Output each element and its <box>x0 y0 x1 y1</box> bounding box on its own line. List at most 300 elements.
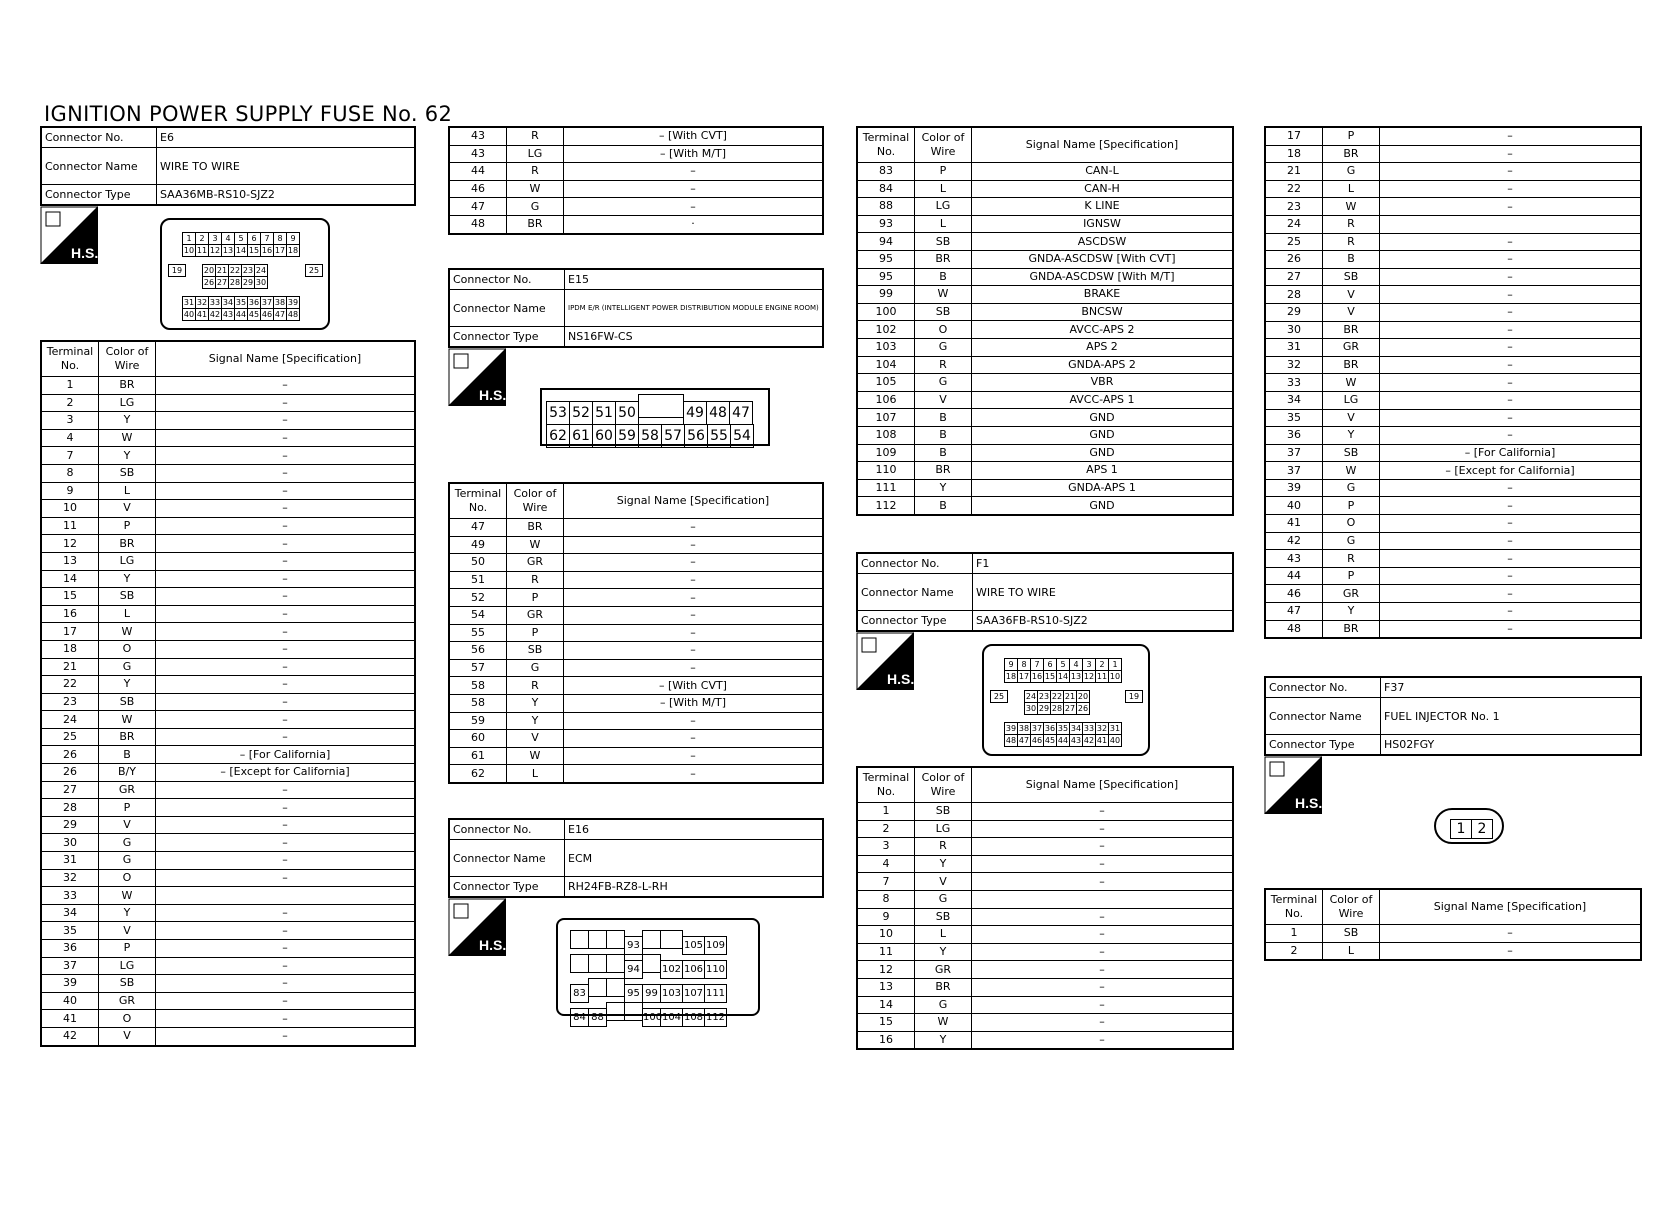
wire-color: B <box>915 268 972 286</box>
table-row <box>41 640 415 658</box>
signal-name: – <box>1380 180 1642 198</box>
pin-label: 34 <box>222 298 234 307</box>
signal-name: – <box>156 658 416 676</box>
terminal-no: 105 <box>857 374 915 392</box>
terminal-no: 36 <box>41 940 99 958</box>
pin-label <box>588 978 607 997</box>
table-row <box>857 838 1233 856</box>
terminal-no: 52 <box>449 589 507 607</box>
pin-label: 34 <box>1070 724 1082 733</box>
terminal-no: 110 <box>857 462 915 480</box>
pin-label: 24 <box>1025 692 1037 701</box>
terminal-no: 33 <box>41 887 99 905</box>
wire-color: BR <box>915 250 972 268</box>
pin-label: 61 <box>569 424 593 448</box>
table-row <box>857 268 1233 286</box>
table-row <box>449 712 823 730</box>
wire-color: L <box>915 215 972 233</box>
signal-name: – <box>1380 233 1642 251</box>
table-row <box>449 624 823 642</box>
pin-label: 31 <box>183 298 195 307</box>
terminal-no: 3 <box>41 412 99 430</box>
table-row <box>449 606 823 624</box>
signal-name: – <box>1380 497 1642 515</box>
signal-name: – <box>564 642 824 660</box>
terminal-no: 31 <box>41 852 99 870</box>
header-color-of-wire: Color of Wire <box>1323 889 1380 925</box>
signal-name: – <box>156 1010 416 1028</box>
wire-color: O <box>99 869 156 887</box>
f1-terminal-table <box>856 766 1234 1050</box>
pin-label: 51 <box>592 401 616 425</box>
wire-color: Y <box>99 676 156 694</box>
f37-terminal-table <box>1264 888 1642 961</box>
pin-label: 35 <box>235 298 247 307</box>
wire-color: L <box>99 605 156 623</box>
terminal-no: 41 <box>41 1010 99 1028</box>
signal-name: ASCDSW <box>972 233 1234 251</box>
pin-label <box>606 978 625 997</box>
pin-label: 22 <box>229 266 241 275</box>
pin-label: 37 <box>261 298 273 307</box>
wire-color: V <box>99 816 156 834</box>
table-row <box>857 180 1233 198</box>
signal-name: – <box>564 624 824 642</box>
wire-color: L <box>99 482 156 500</box>
label-connector-name: Connector Name <box>41 148 157 185</box>
signal-name: GND <box>972 409 1234 427</box>
signal-name: – <box>156 904 416 922</box>
pin-label: 100 <box>642 1008 661 1027</box>
terminal-no: 18 <box>41 640 99 658</box>
table-row <box>1265 303 1641 321</box>
table-row <box>857 926 1233 944</box>
f1-name: WIRE TO WIRE <box>973 574 1234 611</box>
pin-label: 18 <box>1005 672 1017 681</box>
pin-label: 1 <box>1450 819 1472 839</box>
pin-label: 20 <box>203 266 215 275</box>
f1-no: F1 <box>973 553 1234 574</box>
wire-color: Y <box>99 904 156 922</box>
pin-label: 6 <box>1043 658 1057 671</box>
pin-label: 3 <box>1082 658 1096 671</box>
terminal-no: 1 <box>857 803 915 821</box>
signal-name: – <box>972 943 1234 961</box>
wire-color: V <box>915 391 972 409</box>
signal-name: – <box>972 926 1234 944</box>
pin-label: 18 <box>287 246 299 255</box>
signal-name: BNCSW <box>972 303 1234 321</box>
table-row <box>1265 215 1641 233</box>
table-row <box>41 500 415 518</box>
wire-color: Y <box>1323 427 1380 445</box>
terminal-no: 58 <box>449 677 507 695</box>
table-row <box>1265 268 1641 286</box>
header-color-of-wire: Color of Wire <box>507 483 564 519</box>
terminal-no: 95 <box>857 268 915 286</box>
wire-color: BR <box>1323 620 1380 638</box>
table-row <box>449 554 823 572</box>
pin-label: 12 <box>209 246 221 255</box>
pin-label: 26 <box>1077 704 1089 713</box>
signal-name: GNDA-ASCDSW [With CVT] <box>972 250 1234 268</box>
wire-color: SB <box>915 803 972 821</box>
table-row <box>449 589 823 607</box>
terminal-no: 106 <box>857 391 915 409</box>
terminal-no: 107 <box>857 409 915 427</box>
table-row <box>41 799 415 817</box>
terminal-no: 25 <box>41 728 99 746</box>
e6-no: E6 <box>157 127 416 148</box>
terminal-no: 23 <box>41 693 99 711</box>
table-row <box>1265 585 1641 603</box>
pin-label: 29 <box>1038 704 1050 713</box>
signal-name: – <box>156 412 416 430</box>
pin-label: 49 <box>683 401 707 425</box>
wire-color: LG <box>915 820 972 838</box>
e6-type: SAA36MB-RS10-SJZ2 <box>157 185 416 206</box>
wire-color: LG <box>99 394 156 412</box>
wire-color: V <box>99 1027 156 1045</box>
pin-label: 99 <box>642 984 661 1003</box>
signal-name: – <box>1380 942 1642 960</box>
terminal-no: 93 <box>857 215 915 233</box>
terminal-no: 12 <box>41 535 99 553</box>
svg-text:H.S.: H.S. <box>1295 795 1322 811</box>
label-connector-type: Connector Type <box>449 327 565 348</box>
wire-color: W <box>1323 374 1380 392</box>
wire-color: O <box>99 640 156 658</box>
pin-label: 13 <box>222 246 234 255</box>
wire-color: GR <box>507 606 564 624</box>
terminal-no: 28 <box>41 799 99 817</box>
e16-terminal-table <box>856 126 1234 516</box>
signal-name: IGNSW <box>972 215 1234 233</box>
wire-color: R <box>915 356 972 374</box>
signal-name: – [With M/T] <box>564 694 824 712</box>
e15-connector-diagram <box>540 388 770 446</box>
pin-label: 55 <box>707 424 731 448</box>
wire-color: LG <box>915 198 972 216</box>
signal-name: – <box>972 1031 1234 1049</box>
wire-color: P <box>1323 567 1380 585</box>
table-row <box>857 426 1233 444</box>
wire-color: R <box>1323 233 1380 251</box>
signal-name: GNDA-APS 2 <box>972 356 1234 374</box>
pin-label: 106 <box>682 960 705 979</box>
terminal-no: 13 <box>857 978 915 996</box>
wire-color: Y <box>915 479 972 497</box>
signal-name: – <box>156 552 416 570</box>
pin-label: 41 <box>196 310 208 319</box>
table-row <box>41 394 415 412</box>
pin-label: 3 <box>208 232 222 245</box>
header-signal-name: Signal Name [Specification] <box>156 341 416 377</box>
signal-name: GNDA-ASCDSW [With M/T] <box>972 268 1234 286</box>
table-row <box>41 764 415 782</box>
signal-name: – [Except for California] <box>1380 462 1642 480</box>
signal-name: – <box>1380 127 1642 145</box>
signal-name: – <box>1380 603 1642 621</box>
pin-label: 42 <box>209 310 221 319</box>
pin-label: 22 <box>1051 692 1063 701</box>
table-row <box>1265 180 1641 198</box>
table-row <box>1265 409 1641 427</box>
signal-name: – <box>1380 585 1642 603</box>
wire-color: G <box>507 659 564 677</box>
signal-name: APS 1 <box>972 462 1234 480</box>
terminal-no: 83 <box>857 163 915 181</box>
terminal-no: 95 <box>857 250 915 268</box>
signal-name: – <box>1380 567 1642 585</box>
terminal-no: 29 <box>1265 303 1323 321</box>
pin-label: 94 <box>624 960 643 979</box>
wire-color: G <box>915 338 972 356</box>
table-header <box>41 341 415 377</box>
terminal-no: 112 <box>857 497 915 515</box>
f1-connector-diagram <box>982 644 1150 756</box>
wire-color: V <box>1323 286 1380 304</box>
terminal-no: 35 <box>1265 409 1323 427</box>
e6-name: WIRE TO WIRE <box>157 148 416 185</box>
wire-color: G <box>99 852 156 870</box>
table-row <box>41 975 415 993</box>
table-row <box>41 957 415 975</box>
wire-color: O <box>1323 515 1380 533</box>
signal-name: – <box>156 640 416 658</box>
signal-name: – <box>156 517 416 535</box>
signal-name: – <box>1380 356 1642 374</box>
wire-color: W <box>915 1014 972 1032</box>
signal-name: – <box>564 180 824 198</box>
terminal-no: 42 <box>41 1027 99 1045</box>
e16-no: E16 <box>565 819 824 840</box>
signal-name: – <box>972 855 1234 873</box>
table-row <box>857 996 1233 1014</box>
terminal-no: 37 <box>1265 444 1323 462</box>
pin-label: 53 <box>546 401 570 425</box>
wire-color: BR <box>507 519 564 537</box>
table-row <box>41 728 415 746</box>
signal-name: – <box>156 447 416 465</box>
signal-name: – <box>564 606 824 624</box>
wire-color: G <box>1323 532 1380 550</box>
pin-label: 102 <box>660 960 683 979</box>
pin-label: 19 <box>1125 690 1143 703</box>
pin-label: 58 <box>638 424 662 448</box>
label-connector-no: Connector No. <box>449 819 565 840</box>
pin-label: 4 <box>1069 658 1083 671</box>
table-row <box>449 519 823 537</box>
label-connector-type: Connector Type <box>449 877 565 898</box>
signal-name: – [With CVT] <box>564 127 824 145</box>
pin-label: 28 <box>1051 704 1063 713</box>
table-row <box>857 250 1233 268</box>
table-row <box>1265 233 1641 251</box>
terminal-no: 15 <box>857 1014 915 1032</box>
signal-name: – <box>972 978 1234 996</box>
pin-label: 23 <box>1038 692 1050 701</box>
pin-label: 35 <box>1057 724 1069 733</box>
e15-terminal-table <box>448 482 824 784</box>
pin-label: 8 <box>273 232 287 245</box>
signal-name: – <box>156 464 416 482</box>
table-row <box>41 1027 415 1045</box>
table-row <box>41 429 415 447</box>
pin-label: 1 <box>1108 658 1122 671</box>
f1-type: SAA36FB-RS10-SJZ2 <box>973 611 1234 632</box>
terminal-no: 46 <box>449 180 507 198</box>
pin-label: 62 <box>546 424 570 448</box>
terminal-no: 1 <box>41 377 99 395</box>
signal-name: – <box>156 394 416 412</box>
signal-name: – <box>564 712 824 730</box>
signal-name <box>1380 215 1642 233</box>
signal-name: – <box>1380 427 1642 445</box>
signal-name: – [For California] <box>1380 444 1642 462</box>
terminal-no: 57 <box>449 659 507 677</box>
header-color-of-wire: Color of Wire <box>915 767 972 803</box>
wire-color: L <box>507 765 564 783</box>
label-connector-name: Connector Name <box>449 290 565 327</box>
terminal-no: 30 <box>41 834 99 852</box>
table-row <box>449 677 823 695</box>
wire-color: Y <box>99 447 156 465</box>
table-row <box>41 623 415 641</box>
e16-type: RH24FB-RZ8-L-RH <box>565 877 824 898</box>
signal-name: – <box>564 554 824 572</box>
signal-name: – <box>156 377 416 395</box>
table-row <box>857 943 1233 961</box>
signal-name: – <box>1380 303 1642 321</box>
terminal-no: 109 <box>857 444 915 462</box>
terminal-no: 56 <box>449 642 507 660</box>
pin-label: 21 <box>1064 692 1076 701</box>
terminal-no: 43 <box>449 127 507 145</box>
table-row <box>857 497 1233 515</box>
signal-name: – <box>156 975 416 993</box>
terminal-no: 16 <box>857 1031 915 1049</box>
terminal-no: 37 <box>1265 462 1323 480</box>
table-row <box>1265 391 1641 409</box>
e16-name: ECM <box>565 840 824 877</box>
table-row <box>41 570 415 588</box>
table-row <box>41 693 415 711</box>
pin-label: 105 <box>682 936 705 955</box>
signal-name: – <box>1380 268 1642 286</box>
terminal-no: 2 <box>857 820 915 838</box>
terminal-no: 22 <box>1265 180 1323 198</box>
pin-label: 93 <box>624 936 643 955</box>
terminal-no: 22 <box>41 676 99 694</box>
terminal-no: 30 <box>1265 321 1323 339</box>
svg-text:H.S.: H.S. <box>479 937 506 953</box>
terminal-no: 26 <box>41 746 99 764</box>
wire-color: V <box>507 730 564 748</box>
pin-label: 23 <box>242 266 254 275</box>
pin-label: 84 <box>570 1008 589 1027</box>
wire-color: B <box>915 497 972 515</box>
wire-color: G <box>915 996 972 1014</box>
signal-name: – <box>156 693 416 711</box>
signal-name: – <box>564 571 824 589</box>
pin-label: 95 <box>624 984 643 1003</box>
terminal-no: 34 <box>1265 391 1323 409</box>
terminal-no: 47 <box>1265 603 1323 621</box>
pin-label: 19 <box>168 264 186 277</box>
table-row <box>1265 550 1641 568</box>
terminal-no: 60 <box>449 730 507 748</box>
terminal-no: 39 <box>41 975 99 993</box>
header-signal-name: Signal Name [Specification] <box>972 127 1234 163</box>
pin-label: 20 <box>1077 692 1089 701</box>
table-row <box>857 803 1233 821</box>
table-row <box>1265 603 1641 621</box>
terminal-no: 7 <box>857 873 915 891</box>
pin-label: 88 <box>588 1008 607 1027</box>
wire-color: SB <box>507 642 564 660</box>
terminal-no: 21 <box>1265 163 1323 181</box>
signal-name: – <box>156 711 416 729</box>
table-row <box>857 356 1233 374</box>
pin-label: 7 <box>260 232 274 245</box>
wire-color: G <box>915 374 972 392</box>
pin-label: 47 <box>729 401 753 425</box>
label-connector-type: Connector Type <box>1265 735 1381 756</box>
terminal-no: 61 <box>449 747 507 765</box>
terminal-no: 26 <box>1265 251 1323 269</box>
wire-color: G <box>99 834 156 852</box>
f1-terminal-table-continued <box>1264 126 1642 639</box>
terminal-no: 51 <box>449 571 507 589</box>
pin-label: 107 <box>682 984 705 1003</box>
pin-label: 5 <box>1056 658 1070 671</box>
table-row <box>857 233 1233 251</box>
signal-name: BRAKE <box>972 286 1234 304</box>
table-row <box>41 869 415 887</box>
pin-label: 60 <box>592 424 616 448</box>
pin-label: 21 <box>216 266 228 275</box>
table-row <box>41 834 415 852</box>
table-row <box>449 642 823 660</box>
pin-label <box>624 1002 643 1021</box>
pin-label: 5 <box>234 232 248 245</box>
terminal-no: 50 <box>449 554 507 572</box>
terminal-no: 11 <box>41 517 99 535</box>
wire-color: P <box>99 940 156 958</box>
pin-label: 1 <box>182 232 196 245</box>
wire-color: Y <box>915 1031 972 1049</box>
wire-color: BR <box>99 728 156 746</box>
pin-label: 59 <box>615 424 639 448</box>
wire-color: V <box>1323 409 1380 427</box>
pin-label: 109 <box>704 936 727 955</box>
wire-color: BR <box>915 462 972 480</box>
table-row <box>41 1010 415 1028</box>
terminal-no: 15 <box>41 588 99 606</box>
label-connector-name: Connector Name <box>1265 698 1381 735</box>
terminal-no: 2 <box>1265 942 1323 960</box>
terminal-no: 47 <box>449 519 507 537</box>
signal-name: – <box>1380 620 1642 638</box>
pin-label: 9 <box>1004 658 1018 671</box>
terminal-no: 42 <box>1265 532 1323 550</box>
signal-name: AVCC-APS 1 <box>972 391 1234 409</box>
table-row <box>857 855 1233 873</box>
pin-label: 44 <box>1057 736 1069 745</box>
wire-color: B <box>915 409 972 427</box>
terminal-no: 48 <box>449 215 507 233</box>
